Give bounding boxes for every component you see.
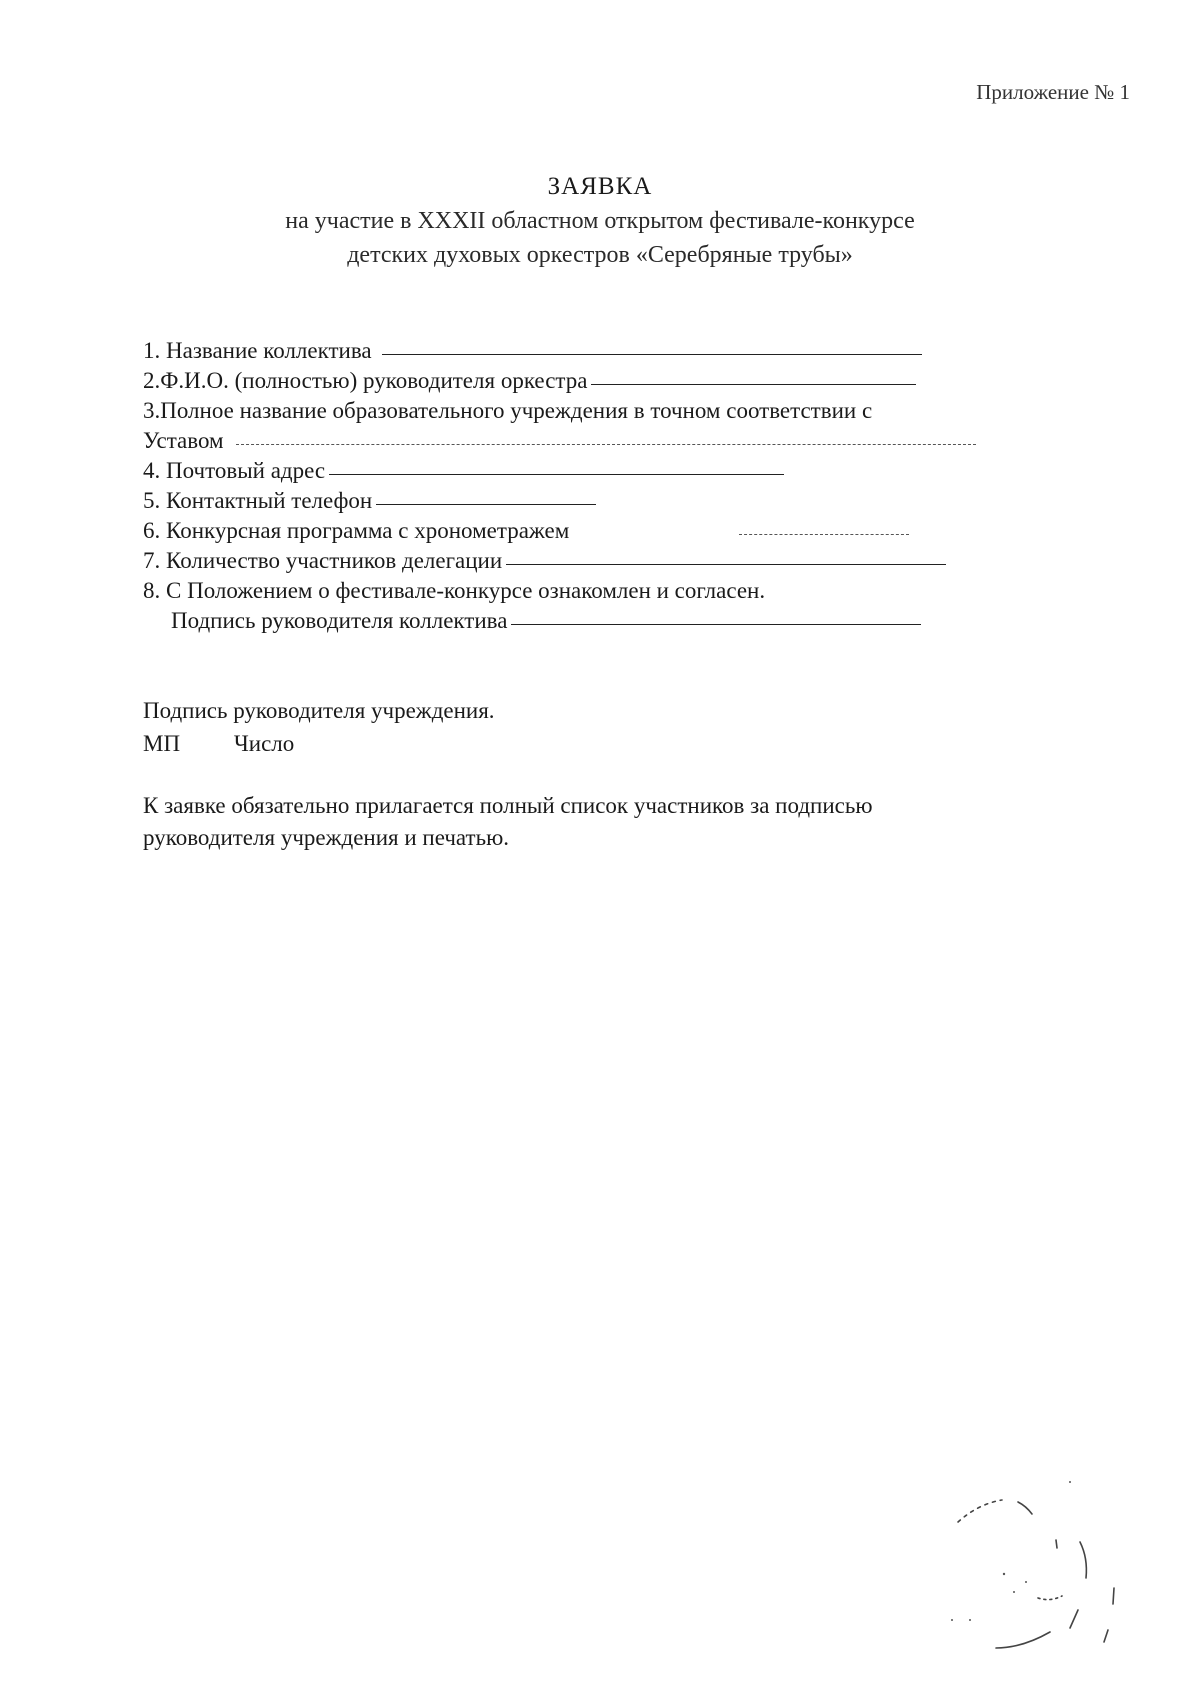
blank-line[interactable] bbox=[511, 624, 921, 625]
field-label: 6. Конкурсная программа с хронометражем bbox=[143, 518, 570, 543]
note-line-2: руководителя учреждения и печатью. bbox=[143, 825, 510, 850]
field-label: 5. Контактный телефон bbox=[143, 488, 373, 513]
field-label: 3.Полное название образовательного учреждения в точном соответствии с bbox=[143, 398, 873, 423]
title-block bbox=[0, 170, 1200, 272]
note-line-1: К заявке обязательно прилагается полный список участников за подписью bbox=[143, 793, 873, 818]
field-institution-name bbox=[143, 396, 1073, 426]
blank-line[interactable] bbox=[382, 354, 922, 355]
application-fields bbox=[143, 336, 1073, 636]
field-label: 2.Ф.И.О. (полностью) руководителя оркестра bbox=[143, 368, 588, 393]
field-charter bbox=[143, 426, 1073, 456]
field-delegation-count bbox=[143, 546, 1073, 576]
field-regulations-agreement bbox=[143, 576, 1073, 606]
field-program bbox=[143, 516, 1073, 546]
field-label: Подпись руководителя коллектива bbox=[171, 608, 508, 633]
date-label: Число bbox=[233, 731, 295, 756]
attachment-note bbox=[143, 790, 1073, 854]
field-ensemble-name bbox=[143, 336, 1073, 366]
blank-line[interactable] bbox=[739, 534, 909, 535]
annex-label: Приложение № 1 bbox=[976, 80, 1130, 104]
document-title: ЗАЯВКА bbox=[547, 173, 653, 200]
seal-date-row bbox=[143, 727, 495, 760]
field-conductor-name bbox=[143, 366, 1073, 396]
blank-line[interactable] bbox=[376, 504, 596, 505]
field-label: 8. С Положением о фестивале-конкурсе ознакомлен и согласен. bbox=[143, 578, 766, 603]
signature-block bbox=[143, 694, 495, 760]
field-label: 7. Количество участников делегации bbox=[143, 548, 503, 573]
institution-head-signature: Подпись руководителя учреждения. bbox=[143, 698, 495, 723]
field-ensemble-head-signature bbox=[143, 606, 1073, 636]
field-phone bbox=[143, 486, 1073, 516]
subtitle-line-1: на участие в XXXII областном открытом фестивале-конкурсе bbox=[285, 208, 915, 234]
subtitle-line-2: детских духовых оркестров «Серебряные трубы» bbox=[347, 242, 853, 268]
field-label: Уставом bbox=[143, 428, 224, 453]
faded-stamp-mark bbox=[930, 1470, 1140, 1660]
field-postal-address bbox=[143, 456, 1073, 486]
blank-line[interactable] bbox=[591, 384, 916, 385]
blank-line[interactable] bbox=[506, 564, 946, 565]
seal-label: МП bbox=[143, 731, 181, 756]
field-label: 1. Название коллектива bbox=[143, 338, 372, 363]
blank-line[interactable] bbox=[236, 444, 976, 445]
field-label: 4. Почтовый адрес bbox=[143, 458, 326, 483]
blank-line[interactable] bbox=[329, 474, 784, 475]
